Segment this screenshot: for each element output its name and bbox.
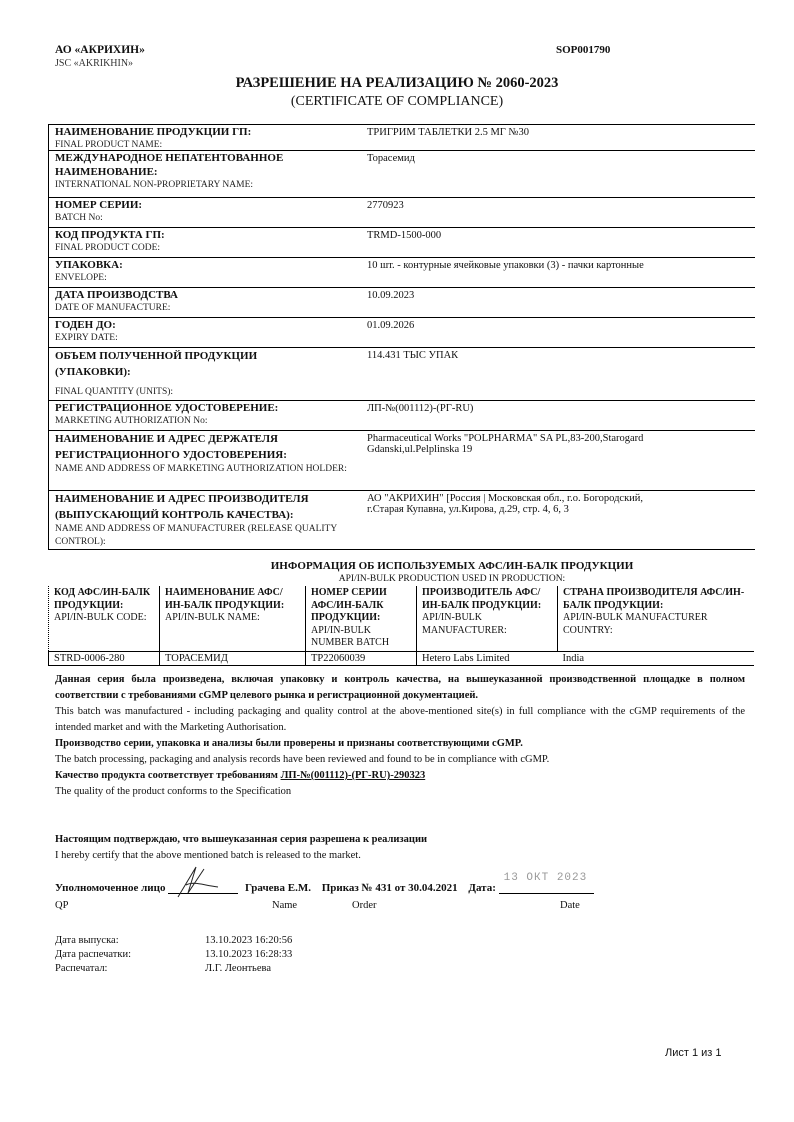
api-col-batch: НОМЕР СЕРИИ АФС/ИН-БАЛК ПРОДУКЦИИ: API/IN-BULK NUMBER BATCH — [306, 586, 417, 651]
api-table — [48, 586, 754, 666]
field-row-envelope — [49, 258, 755, 288]
field-value: 114.431 ТЫС УПАК — [367, 350, 459, 361]
field-label-ru: ОБЪЕМ ПОЛУЧЕННОЙ ПРОДУКЦИИ (УПАКОВКИ): — [55, 350, 258, 378]
statement-p3-en: The quality of the product conforms to the Specification — [55, 786, 292, 797]
date-label-en: Date — [560, 900, 580, 911]
sop-code: SOP001790 — [556, 44, 611, 56]
page-number: Лист 1 из 1 — [665, 1047, 722, 1059]
field-row-quantity — [49, 348, 755, 401]
api-section-title-en: API/IN-BULK PRODUCTION USED IN PRODUCTION: — [338, 574, 566, 584]
field-label-ru: НАИМЕНОВАНИЕ И АДРЕС ДЕРЖАТЕЛЯ РЕГИСТРАЦИОННОГО УДОСТОВЕРЕНИЯ: — [55, 433, 287, 461]
date-label-ru: Дата: — [468, 882, 496, 894]
signature-line — [168, 881, 238, 894]
field-label-ru: УПАКОВКА: — [55, 259, 123, 271]
order-reference: Приказ № 431 от 30.04.2021 — [321, 882, 458, 894]
field-label-ru: НОМЕР СЕРИИ: — [55, 199, 143, 211]
organization-name-ru: АО «АКРИХИН» — [55, 44, 145, 56]
field-label-ru: МЕЖДУНАРОДНОЕ НЕПАТЕНТОВАННОЕ НАИМЕНОВАНИЕ: — [55, 152, 284, 178]
field-label-en: INTERNATIONAL NON-PROPRIETARY NAME: — [55, 180, 254, 190]
field-label-en: ENVELOPE: — [55, 273, 107, 283]
certification-statement — [55, 832, 745, 864]
field-value: АО "АКРИХИН" [Россия | Московская обл., г.о. Богородский, — [367, 493, 644, 504]
field-label-ru: ГОДЕН ДО: — [55, 319, 116, 331]
print-info-label: Дата распечатки: — [55, 949, 132, 960]
order-label-en: Order — [352, 900, 377, 911]
qp-name: Грачева Е.М. — [244, 882, 311, 894]
field-label-ru: НАИМЕНОВАНИЕ И АДРЕС ПРОИЗВОДИТЕЛЯ (ВЫПУСКАЮЩИЙ КОНТРОЛЬ КАЧЕСТВА): — [55, 493, 309, 521]
api-cell-country: India — [558, 651, 755, 665]
field-label-ru: ДАТА ПРОИЗВОДСТВА — [55, 289, 178, 301]
api-cell-batch: TP22060039 — [306, 651, 417, 665]
print-info-value: 13.10.2023 16:28:33 — [205, 949, 293, 960]
compliance-statement — [55, 672, 745, 800]
signature-row — [55, 872, 594, 894]
certify-ru: Настоящим подтверждаю, что вышеуказанная серия разрешена к реализации — [55, 834, 428, 845]
field-value: 01.09.2026 — [367, 320, 415, 331]
api-section-title-ru: ИНФОРМАЦИЯ ОБ ИСПОЛЬЗУЕМЫХ АФС/ИН-БАЛК ПРОДУКЦИИ — [270, 560, 634, 572]
statement-p2-en: The batch processing, packaging and analysis records have been reviewed and found to be in compliance with cGMP. — [55, 754, 550, 765]
field-label-en: MARKETING AUTHORIZATION No: — [55, 416, 208, 426]
organization-name-en: JSC «AKRIKHIN» — [55, 58, 134, 69]
field-label-en: EXPIRY DATE: — [55, 333, 118, 343]
field-row-inn — [49, 151, 755, 198]
api-table-header — [49, 586, 755, 651]
specification-reference: ЛП-№(001112)-(РГ-RU)-290323 — [280, 770, 426, 781]
field-value-line2: Gdanski,ul.Pelplinska 19 — [367, 444, 473, 455]
field-label-en: FINAL PRODUCT NAME: — [55, 140, 163, 150]
api-cell-manufacturer: Hetero Labs Limited — [417, 651, 558, 665]
field-label-en: FINAL PRODUCT CODE: — [55, 243, 161, 253]
field-value: ЛП-№(001112)-(РГ-RU) — [367, 403, 474, 414]
field-row-product-code — [49, 228, 755, 258]
qp-label-en: QP — [55, 900, 69, 911]
field-value: ТРИГРИМ ТАБЛЕТКИ 2.5 МГ №30 — [367, 127, 529, 138]
field-value: 2770923 — [367, 200, 404, 211]
field-row-batch — [49, 198, 755, 228]
field-label-en: FINAL QUANTITY (UNITS): — [55, 387, 174, 397]
field-label-en: NAME AND ADDRESS OF MANUFACTURER (RELEASE QUALITY CONTROL): — [55, 524, 337, 547]
date-field — [499, 872, 594, 894]
field-label-en: NAME AND ADDRESS OF MARKETING AUTHORIZATION HOLDER: — [55, 464, 347, 474]
field-label-ru: КОД ПРОДУКТА ГП: — [55, 229, 165, 241]
field-row-authorization-holder — [49, 431, 755, 491]
field-row-product-name — [49, 125, 755, 151]
document-title-en: (CERTIFICATE OF COMPLIANCE) — [290, 94, 504, 109]
field-row-manufacturer — [49, 491, 755, 550]
handwritten-signature-icon — [174, 863, 224, 899]
qp-label-ru: Уполномоченное лицо — [55, 882, 166, 894]
field-row-expiry-date — [49, 318, 755, 348]
field-label-en: DATE OF MANUFACTURE: — [55, 303, 171, 313]
table-row — [49, 651, 755, 665]
print-info-label: Дата выпуска: — [55, 935, 119, 946]
field-label-ru: РЕГИСТРАЦИОННОЕ УДОСТОВЕРЕНИЕ: — [55, 402, 279, 414]
field-value: 10 шт. - контурные ячейковые упаковки (3) - пачки картонные — [367, 260, 644, 271]
statement-p3-ru: Качество продукта соответствует требованиям — [55, 770, 278, 781]
field-value: Pharmaceutical Works "POLPHARMA" SA PL,83-200,Starogard — [367, 433, 644, 444]
statement-p2-ru: Производство серии, упаковка и анализы были проверены и признаны соответствующими cGMP. — [55, 738, 523, 749]
field-row-manufacture-date — [49, 288, 755, 318]
field-row-marketing-authorization — [49, 401, 755, 431]
field-value-line2: г.Старая Купавна, ул.Кирова, д.29, стр. 4, 6, 3 — [367, 504, 569, 515]
name-label-en: Name — [272, 900, 298, 911]
api-col-name: НАИМЕНОВАНИЕ АФС/ИН-БАЛК ПРОДУКЦИИ: API/IN-BULK NAME: — [160, 586, 306, 651]
product-fields-table — [48, 124, 755, 550]
statement-p1-ru: Данная серия была произведена, включая упаковку и контроль качества, на вышеуказанной производственной площадке в полном соответствии с требованиями cGMP целевого рынка и регистрационной документацией. — [55, 674, 745, 701]
print-info-value: 13.10.2023 16:20:56 — [205, 935, 293, 946]
api-col-country: СТРАНА ПРОИЗВОДИТЕЛЯ АФС/ИН-БАЛК ПРОДУКЦИИ: API/IN-BULK MANUFACTURER COUNTRY: — [558, 586, 755, 651]
print-info-value: Л.Г. Леонтьева — [205, 963, 271, 974]
statement-p1-en: This batch was manufactured - including packaging and quality control at the above-mentioned site(s) in full compliance with the cGMP requirements of the intended market and with the Marketing Authorisation. — [55, 706, 745, 733]
field-value: TRMD-1500-000 — [367, 230, 442, 241]
certify-en: I hereby certify that the above mentioned batch is released to the market. — [55, 850, 361, 861]
print-info-label: Распечатал: — [55, 963, 108, 974]
field-label-en: BATCH No: — [55, 213, 103, 223]
document-title-ru: РАЗРЕШЕНИЕ НА РЕАЛИЗАЦИЮ № 2060-2023 — [235, 75, 559, 91]
date-stamp: 13 ОКТ 2023 — [503, 872, 588, 884]
field-value: 10.09.2023 — [367, 290, 415, 301]
field-label-ru: НАИМЕНОВАНИЕ ПРОДУКЦИИ ГП: — [55, 126, 252, 138]
field-value: Торасемид — [367, 153, 415, 164]
api-col-code: КОД АФС/ИН-БАЛК ПРОДУКЦИИ: API/IN-BULK CODE: — [49, 586, 160, 651]
api-cell-name: ТОРАСЕМИД — [160, 651, 306, 665]
api-cell-code: STRD-0006-280 — [49, 651, 160, 665]
api-col-manufacturer: ПРОИЗВОДИТЕЛЬ АФС/ИН-БАЛК ПРОДУКЦИИ: API/IN-BULK MANUFACTURER: — [417, 586, 558, 651]
